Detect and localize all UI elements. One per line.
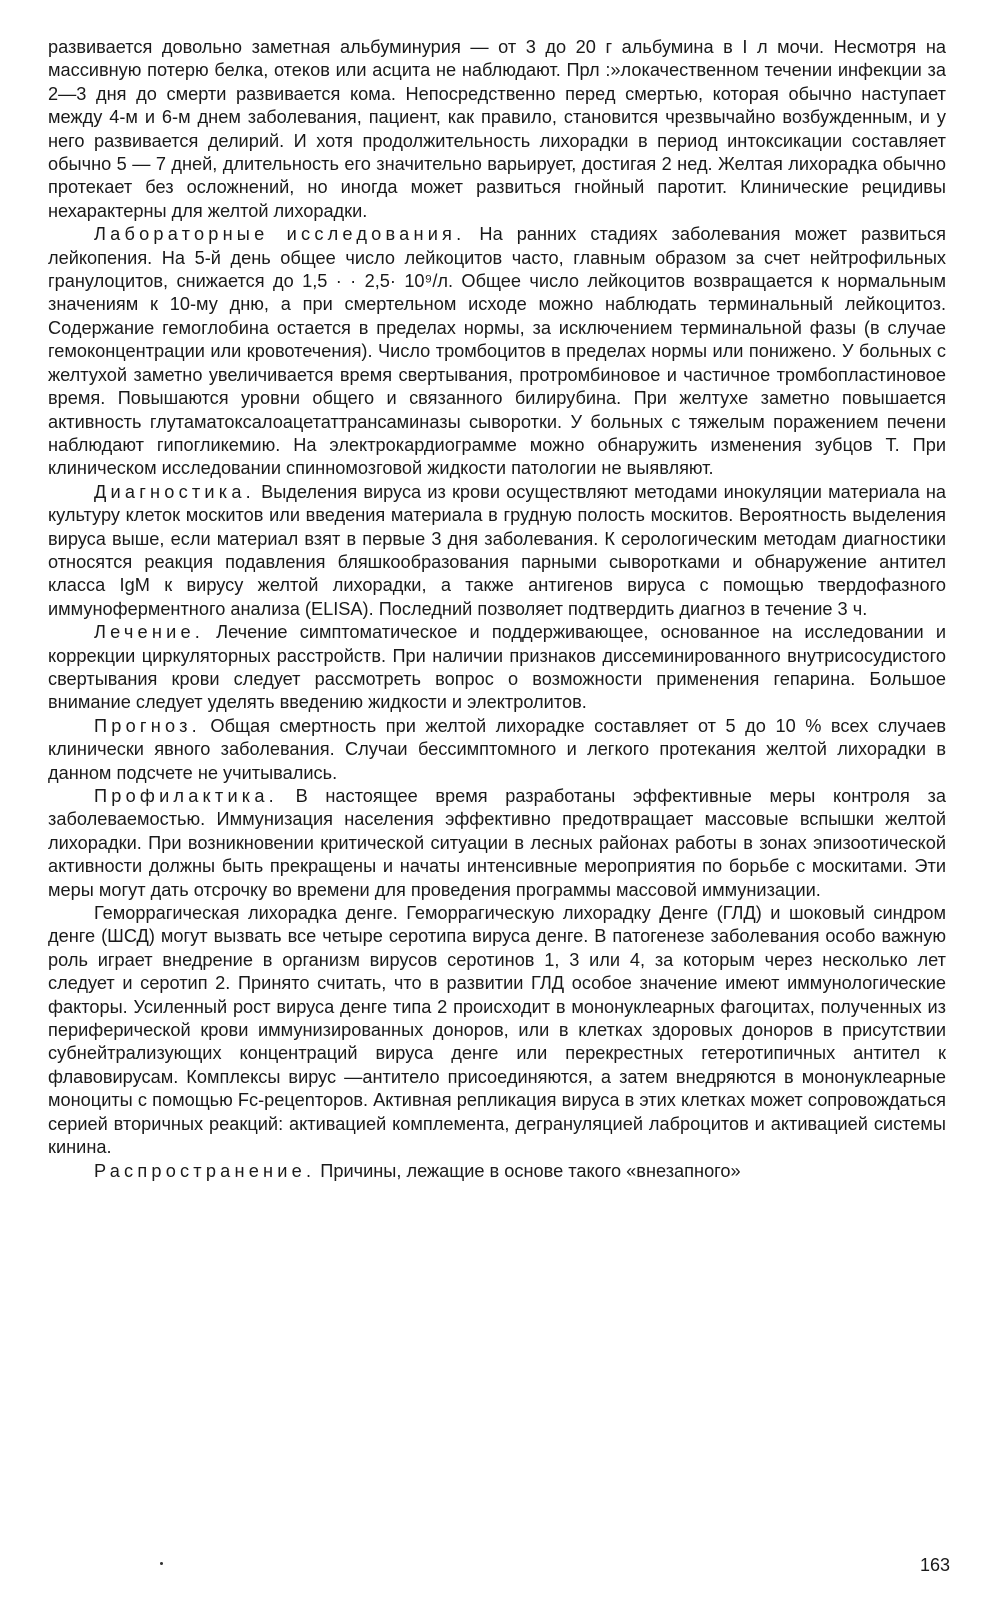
section-treatment	[48, 621, 946, 715]
section-heading: Распространение.	[94, 1160, 316, 1181]
section-heading: Диагностика.	[94, 481, 255, 502]
section-text: Лечение симптоматическое и поддерживающее, основанное на исследовании и коррекции циркуляторных расстройств. При наличии признаков диссеминированного внутрисосудистого свертывания крови следует рассмотреть вопрос о возможности применения гепарина. Большое внимание следует уделять введению жидкости и электролитов.	[48, 622, 946, 713]
print-speck	[160, 1562, 163, 1565]
section-diagnostics	[48, 481, 946, 621]
section-dengue	[48, 902, 946, 1159]
section-text: Выделения вируса из крови осуществляют методами инокуляции материала на культуру клеток москитов или введения материала в грудную полость москитов. Вероятность выделения вируса выше, если материал взят в первые 3 дня заболевания. К серологическим методам диагностики относятся реакция подавления бляшкообразования парными сыворотками и обнаружение антител класса IgM к вирусу желтой лихорадки, а также антигенов вируса с помощью твердофазного иммуноферментного анализа (ELISA). Последний позволяет подтвердить диагноз в течение 3 ч.	[48, 481, 946, 619]
section-heading: Лечение.	[94, 622, 205, 643]
section-spread	[48, 1160, 946, 1183]
section-heading: Прогноз.	[94, 715, 201, 736]
section-text: В настоящее время разработаны эффективные меры контроля за заболеваемостью. Иммунизация населения эффективно предотвращает массовые вспышки желтой лихорадки. При возникновении критической ситуации в лесных районах работы в зонах эпизоотической активности должны быть прекращены и начаты интенсивные мероприятия по борьбе с москитами. Эти меры могут дать отсрочку во времени для проведения программы массовой иммунизации.	[48, 786, 946, 900]
section-text: Причины, лежащие в основе такого «внезапного»	[315, 1160, 741, 1181]
section-heading: Лабораторные исследования.	[94, 224, 466, 245]
section-text: На ранних стадиях заболевания может развиться лейкопения. На 5-й день общее число лейкоцитов часто, главным образом за счет нейтрофильных гранулоцитов, снижается до 1,5 · · 2,5· 10⁹/л. Общее число лейкоцитов возвращается к нормальным значениям к 10-му дню, а при смертельном исходе можно наблюдать терминальный лейкоцитоз. Содержание гемоглобина остается в пределах нормы, за исключением терминальной фазы (в случае гемоконцентрации или кровотечения). Число тромбоцитов в пределах нормы или понижено. У больных с желтухой заметно увеличивается время свертывания, протромбиновое и частичное тромбопластиновое время. Повышаются уровни общего и связанного билирубина. При желтухе заметно повышается активность глутаматоксалоацетаттрансаминазы сыворотки. У больных с тяжелым поражением печени наблюдают гипогликемию. На электрокардиограмме можно обнаружить изменения зубцов T. При клиническом исследовании спинномозговой жидкости патологии не выявляют.	[48, 224, 946, 479]
section-prognosis	[48, 715, 946, 785]
section-heading: Профилактика.	[94, 786, 278, 806]
document-page	[48, 36, 946, 1183]
section-prevention	[48, 785, 946, 902]
section-text: Общая смертность при желтой лихорадке составляет от 5 до 10 % всех случаев клинически явного заболевания. Случаи бессимптомного и легкого протекания желтой лихорадки в данном подсчете не учитывались.	[48, 715, 946, 783]
section-text: Геморрагическая лихорадка денге. Геморрагическую лихорадку Денге (ГЛД) и шоковый синдром денге (ШСД) могут вызвать все четыре серотипа вируса денге. В патогенезе заболевания особо важную роль играет внедрение в организм вирусов серотинов 1, 3 или 4, за которым через несколько лет следует и серотип 2. Принято считать, что в развитии ГЛД особое значение имеют иммунологические факторы. Усиленный рост вируса денге типа 2 происходит в мононуклеарных фагоцитах, полученных из периферической крови иммунизированных доноров, или в клетках здоровых доноров в присутствии субнейтрализующих концентраций вируса денге или перекрестных гетеротипичных антител к флавовирусам. Комплексы вирус —антитело присоединяются, а затем внедряются в мононуклеарные моноциты с помощью Fc-рецеnторов. Активная репликация вируса в этих клетках может сопровождаться серией вторичных реакций: активацией комплемента, дегрануляцией лаброцитов и активацией системы кинина.	[48, 903, 946, 1158]
intro-paragraph: развивается довольно заметная альбуминурия — от 3 до 20 г альбумина в I л мочи. Несмотря на массивную потерю белка, отеков или асцита не наблюдают. Прл :»локачественном течении инфекции за 2—3 дня до смерти развивается кома. Непосредственно перед смертью, которая обычно наступает между 4-м и 6-м днем заболевания, пациент, как правило, становится чрезвычайно возбужденным, и у него развивается делирий. И хотя продолжительность лихорадки в период интоксикации составляет обычно 5 — 7 дней, длительность его значительно варьирует, достигая 2 нед. Желтая лихорадка обычно протекает без осложнений, но иногда может развиться гнойный паротит. Клинические рецидивы нехарактерны для желтой лихорадки.	[48, 37, 946, 221]
section-laboratory	[48, 223, 946, 480]
page-number: 163	[919, 1555, 950, 1575]
